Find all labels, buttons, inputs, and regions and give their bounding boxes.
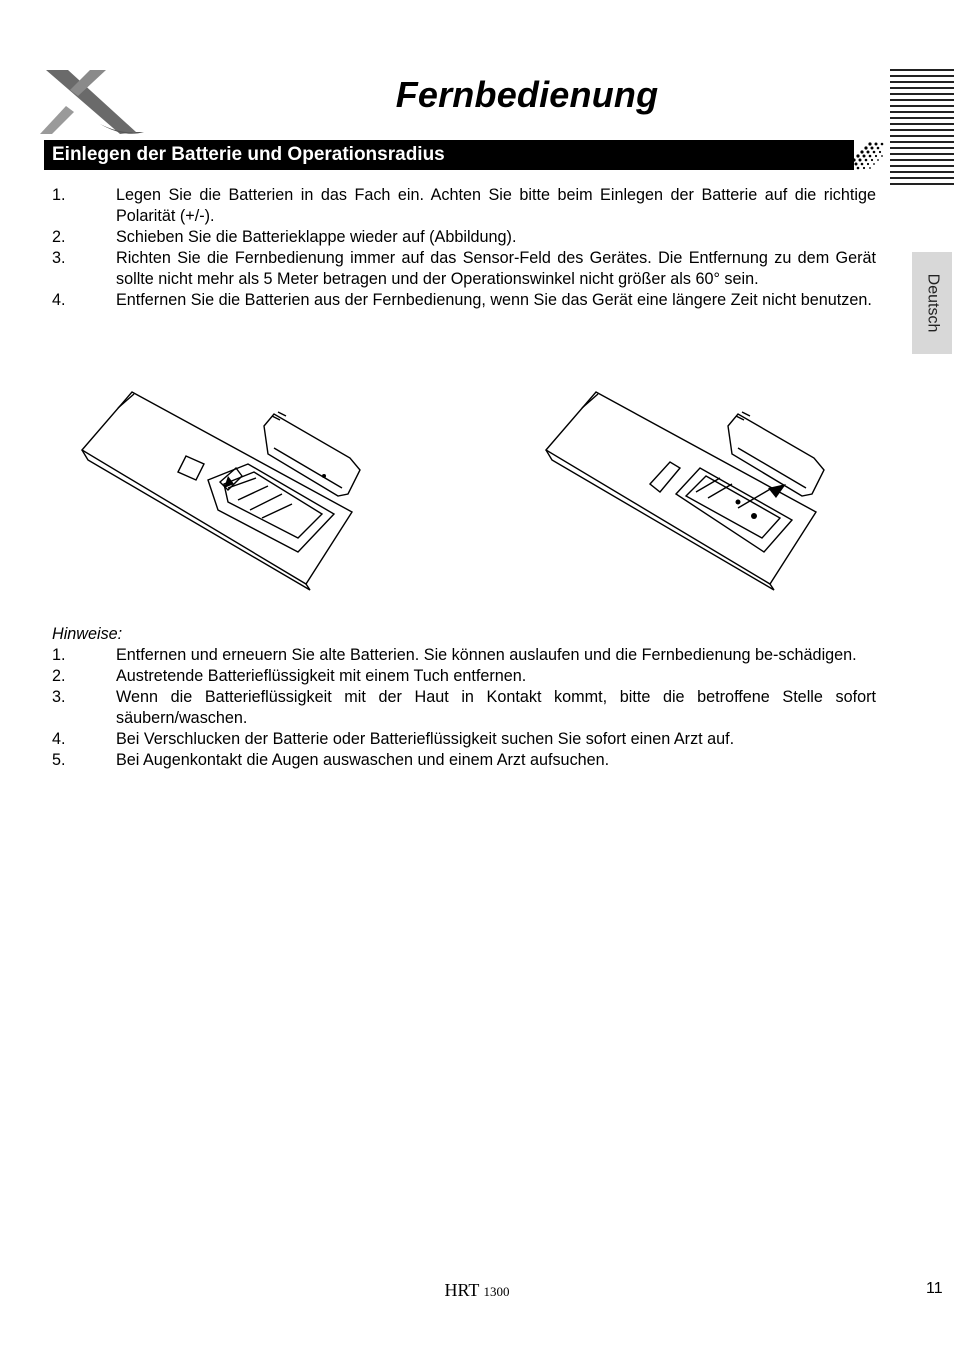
- footer-model-name: HRT: [444, 1280, 480, 1300]
- steps-list: [52, 185, 876, 311]
- list-item: [52, 227, 876, 248]
- notes-list: [52, 645, 876, 771]
- list-item: [52, 248, 876, 290]
- language-tab-label: Deutsch: [924, 273, 942, 333]
- list-item-number: 3.: [52, 688, 66, 706]
- footer-model: [0, 1280, 954, 1301]
- list-item-text: Schieben Sie die Batterieklappe wieder auf (Abbildung).: [116, 228, 517, 246]
- list-item-number: 3.: [52, 249, 66, 267]
- decorative-stripes: [890, 69, 954, 189]
- list-item-text: Bei Verschlucken der Batterie oder Batterieflüssigkeit suchen Sie sofort einen Arzt auf.: [116, 730, 735, 748]
- list-item-number: 2.: [52, 228, 66, 246]
- notes-label: Hinweise:: [52, 625, 123, 643]
- remote-battery-insert-icon: [78, 384, 378, 594]
- list-item-text: Austretende Batterieflüssigkeit mit einem Tuch entfernen.: [116, 667, 527, 685]
- list-item-text: Richten Sie die Fernbedienung immer auf das Sensor-Feld des Gerätes. Die Entfernung zu dem Gerät sollte nicht mehr als 5 Meter betragen und der Operationswinkel nicht größer als 60° sein.: [116, 249, 876, 288]
- page-title: Fernbedienung: [395, 74, 659, 115]
- list-item: [52, 750, 876, 771]
- remote-battery-cover-icon: [542, 384, 842, 594]
- list-item-text: Legen Sie die Batterien in das Fach ein. Achten Sie bitte beim Einlegen der Batterie auf die richtige Polarität (+/-).: [116, 186, 876, 225]
- list-item-text: Entfernen und erneuern Sie alte Batterien. Sie können auslaufen und die Fernbedienung be-schädigen.: [116, 646, 857, 664]
- list-item: [52, 666, 876, 687]
- list-item-number: 1.: [52, 646, 66, 664]
- list-item-number: 4.: [52, 730, 66, 748]
- list-item-text: Bei Augenkontakt die Augen auswaschen und einem Arzt aufsuchen.: [116, 751, 610, 769]
- list-item-text: Wenn die Batterieflüssigkeit mit der Haut in Kontakt kommt, bitte die betroffene Stelle sofort säubern/waschen.: [116, 688, 876, 727]
- list-item: [52, 729, 876, 750]
- list-item: [52, 185, 876, 227]
- list-item-text: Entfernen Sie die Batterien aus der Fernbedienung, wenn Sie das Gerät eine längere Zeit nicht benutzen.: [116, 291, 872, 309]
- list-item: [52, 290, 876, 311]
- list-item-number: 2.: [52, 667, 66, 685]
- halftone-dots-icon: [842, 140, 884, 170]
- list-item-number: 1.: [52, 186, 66, 204]
- list-item: [52, 687, 876, 729]
- section-heading: Einlegen der Batterie und Operationsradius: [44, 140, 854, 170]
- page-number: 11: [926, 1280, 943, 1297]
- footer-model-number: 1300: [483, 1284, 510, 1299]
- list-item-number: 5.: [52, 751, 66, 769]
- language-tab: [912, 252, 952, 354]
- list-item: [52, 645, 876, 666]
- list-item-number: 4.: [52, 291, 66, 309]
